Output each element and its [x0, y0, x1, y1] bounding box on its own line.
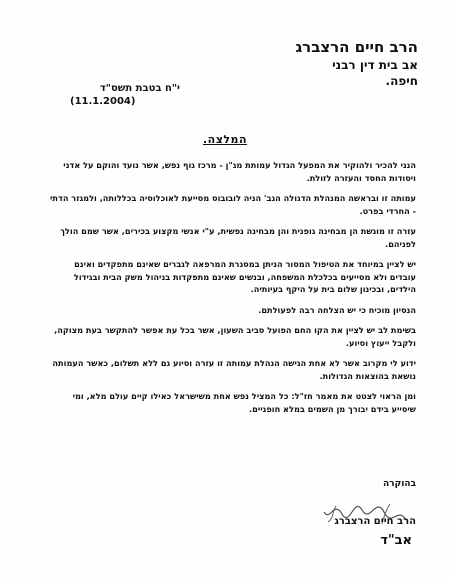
letter-title [0, 133, 450, 146]
paragraph-7: ידוע לי מקרוב אשר לא אחת הגישה הנהלת עמותה זו עזרה וסיוע גם ללא תשלום, כאשר העמותה נושאת בהוצאות הגדולות. [52, 358, 416, 381]
closing-name: הרב חיים הרצברג [334, 516, 416, 527]
gregorian-date: (11.1.2004) [70, 96, 136, 107]
paragraph-8: ומן הראוי לצטט את מאמר חז"ל: כל המציל נפש אחת משישראל כאילו קיים עולם מלא, ומי שיסייע בידם יבורך מן השמים במלא חופניים. [72, 391, 416, 414]
closing-block [216, 478, 416, 490]
closing-role: אב"ד [380, 533, 412, 548]
closing-thanks: בהוקרה [383, 479, 416, 489]
paragraph-3: עזרה זו מוגשת הן מבחינה גופנית והן מבחינה נפשית, ע"י אנשי מקצוע בכירים, אשר שמם הולך לפניהם. [60, 226, 416, 249]
letter-body [46, 159, 416, 423]
paragraph-5: הנסיון מוכיח כי יש הצלחה רבה לפעולתם. [258, 304, 416, 315]
paragraph-6: בשימת לב יש לציין את הקו החם הפועל סביב השעון, אשר בכל עת אפשר להתקשר בעת מצוקה, ולקבל ייעוץ וסיוע. [54, 325, 416, 348]
rabbi-role: אב בית דין רבני [332, 58, 418, 72]
letter-date [70, 82, 180, 108]
letter-title-text: המלצה. [202, 133, 248, 146]
paragraph-4: יש לציין במיוחד את הטיפול המסור הניתן במסגרת המרפאה לגברים שאינם מתפקדים ואינם עובדים ולא מסייעים בכלכלת המשפחה, ובנשים שאינם מתפקדות בניהול משק הבית ובגידול הילדים, ובכינון שלום בית על היקף בעיותיה. [73, 259, 416, 294]
letterhead [158, 38, 418, 89]
city: חיפה. [385, 74, 418, 88]
paragraph-1: הנני להכיר ולהוקיר את המפעל הגדול עמותת מג"ן - מרכז גוף נפש, אשר נועד והוקם על אדני ויסודות החסד והעזרה לזולת. [63, 160, 416, 183]
paragraph-2: עמותה זו ובראשה המנהלת הדגולה הגב' הניה לובובוס מסייעת לאוכלוסיה בכללותה, ולמגזר הדתי - החרדי בפרט. [50, 193, 416, 216]
hebrew-date: י"ח בטבת תשס"ד [99, 83, 180, 94]
rabbi-name: הרב חיים הרצברג [295, 38, 418, 56]
